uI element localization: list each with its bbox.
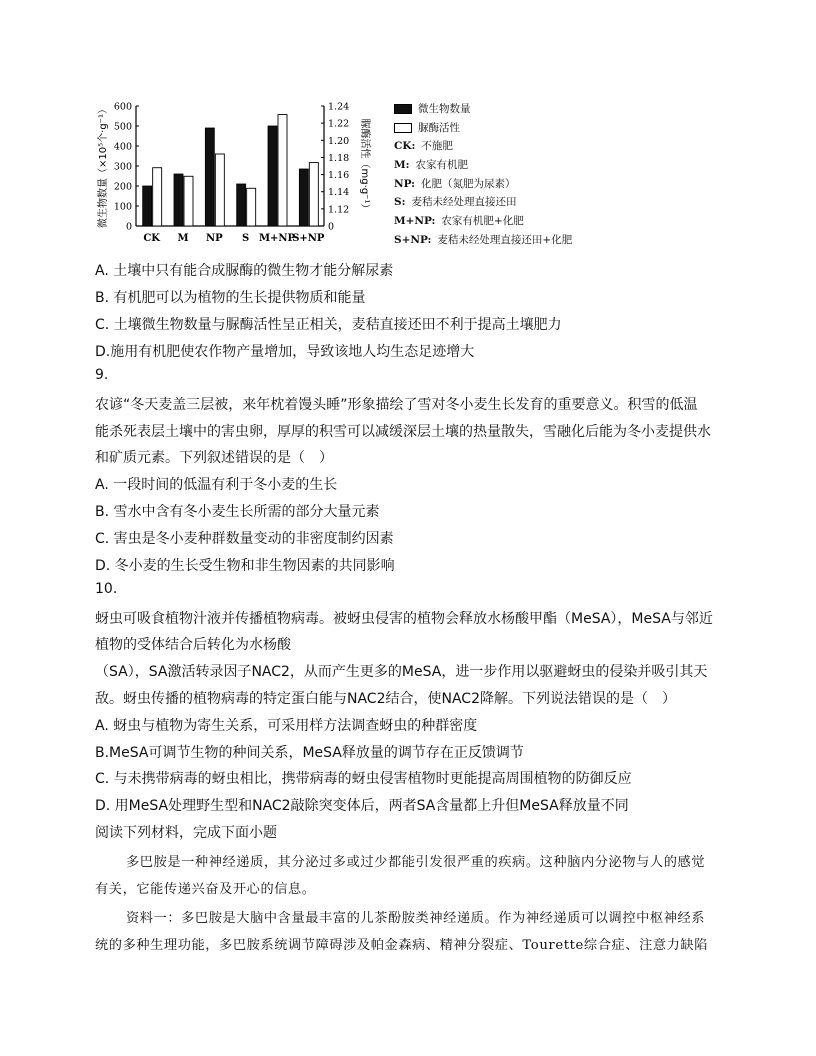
x-tick-label: NP — [205, 233, 223, 244]
y-tick-label-right: 1.12 — [328, 204, 350, 216]
y-tick-label-right: 0 — [328, 221, 335, 233]
y-tick-label-left: 100 — [113, 201, 132, 213]
legend-swatch-dark — [394, 104, 412, 114]
q10-stem-line: （SA），SA激活转录因子NAC2，从而产生更多的MeSA，进一步作用以驱避蚜虫的侵染并吸引其天 — [95, 664, 708, 680]
q8-option-a: A. 土壤中只有能合成脲酶的微生物才能分解尿素 — [95, 263, 394, 279]
y-axis-label-left: 微生物数量（×10⁵个·g⁻¹） — [98, 104, 109, 228]
q10-option-d: D. 用MeSA处理野生型和NAC2敲除突变体后，两者SA含量都上升但MeSA释放量不同 — [95, 798, 629, 814]
q10-number: 10. — [95, 581, 118, 597]
bar-urease-activity — [247, 188, 256, 226]
legend-note — [394, 212, 572, 231]
q9-option-b: B. 雪水中含有冬小麦生长所需的部分大量元素 — [95, 504, 380, 520]
legend-note-key: NP: — [394, 177, 415, 190]
chart-legend — [394, 100, 572, 250]
bar-urease-activity — [278, 115, 287, 226]
legend-note-key: CK: — [394, 140, 416, 153]
y-tick-label-left: 300 — [113, 161, 132, 173]
reading-para1-line: 有关，它能传递兴奋及开心的信息。 — [95, 882, 316, 897]
bar-urease-activity — [184, 176, 193, 226]
q9-option-c: C. 害虫是冬小麦种群数量变动的非密度制约因素 — [95, 531, 394, 547]
q8-option-b: B. 有机肥可以为植物的生长提供物质和能量 — [95, 290, 366, 306]
legend-note-key: M: — [394, 159, 410, 172]
q10-stem-line: 蚜虫可吸食植物汁液并传播植物病毒。被蚜虫侵害的植物会释放水杨酸甲酯（MeSA），MeSA与邻近 — [95, 611, 713, 627]
y-tick-label-right: 1.20 — [328, 135, 350, 147]
legend-note — [394, 156, 572, 175]
q10-stem-line: 植物的受体结合后转化为水杨酸 — [95, 637, 291, 653]
x-tick-label: S+NP — [292, 233, 325, 244]
bar-urease-activity — [153, 168, 162, 226]
legend-note-key: M+NP: — [394, 215, 436, 228]
legend-note-text: 农家有机肥+化肥 — [441, 215, 524, 228]
q10-option-a: A. 蚜虫与植物为寄生关系，可采用样方法调查蚜虫的种群密度 — [95, 718, 478, 734]
y-tick-label-right: 1.22 — [328, 118, 350, 130]
legend-label: 脲酶活性 — [418, 121, 460, 134]
bar-urease-activity — [309, 163, 318, 226]
bar-urease-activity — [215, 154, 224, 226]
q10-option-b: B.MeSA可调节生物的种间关系，MeSA释放量的调节存在正反馈调节 — [95, 745, 524, 761]
legend-note-key: S: — [394, 196, 406, 209]
x-tick-label: M+NP — [258, 233, 296, 244]
x-tick-label: CK — [143, 233, 160, 244]
reading-intro: 阅读下列材料，完成下面小题 — [95, 825, 277, 841]
legend-note — [394, 137, 572, 156]
y-tick-label-left: 400 — [113, 141, 132, 153]
q9-stem-line: 能杀死表层土壤中的害虫卵，厚厚的积雪可以减缓深层土壤的热量散失，雪融化后能为冬小麦提供水 — [95, 424, 711, 440]
y-tick-label-left: 0 — [125, 221, 132, 233]
y-tick-label-right: 1.24 — [328, 101, 350, 113]
bar-microbe-count — [268, 126, 277, 226]
y-axis-label-right: 脲酶活性（mg·g⁻¹） — [359, 118, 370, 214]
q9-number: 9. — [95, 367, 109, 383]
legend-note — [394, 193, 572, 212]
legend-series-0 — [394, 100, 572, 119]
y-tick-label-left: 500 — [113, 121, 132, 133]
bar-microbe-count — [299, 169, 308, 226]
legend-note-text: 不施肥 — [421, 140, 453, 153]
legend-note-text: 农家有机肥 — [415, 159, 468, 172]
q9-option-a: A. 一段时间的低温有利于冬小麦的生长 — [95, 477, 338, 493]
legend-note-text: 化肥（氮肥为尿素） — [421, 177, 516, 190]
legend-swatch-light — [394, 123, 412, 133]
legend-series-1 — [394, 119, 572, 138]
x-tick-label: S — [242, 233, 250, 244]
reading-para2-line: 统的多种生理功能，多巴胺系统调节障碍涉及帕金森病、精神分裂症、Tourette综合症、注意力缺陷 — [95, 938, 709, 953]
legend-note-text: 麦秸未经处理直接还田 — [411, 196, 517, 209]
bar-microbe-count — [237, 184, 246, 226]
q10-stem-line: 敌。蚜虫传播的植物病毒的特定蛋白能与NAC2结合，使NAC2降解。下列说法错误的是（ ） — [95, 691, 676, 707]
bar-microbe-count — [143, 186, 152, 226]
bar-microbe-count — [174, 174, 183, 226]
y-tick-label-left: 200 — [113, 181, 132, 193]
y-tick-label-left: 600 — [113, 101, 132, 113]
q9-stem-line: 和矿质元素。下列叙述错误的是（ ） — [95, 450, 333, 466]
q9-stem-line: 农谚“冬天麦盖三层被，来年枕着馒头睡”形象描绘了雪对冬小麦生长发育的重要意义。积雪的低温 — [95, 397, 698, 413]
q8-option-d: D.施用有机肥使农作物产量增加，导致该地人均生态足迹增大 — [95, 344, 475, 360]
reading-para1-line: 多巴胺是一种神经递质，其分泌过多或过少都能引发很严重的疾病。这种脑内分泌物与人的感觉 — [126, 855, 706, 870]
y-tick-label-right: 1.18 — [328, 152, 350, 164]
legend-note-key: S+NP: — [394, 233, 432, 246]
legend-note — [394, 175, 572, 194]
q10-option-c: C. 与未携带病毒的蚜虫相比，携带病毒的蚜虫侵害植物时更能提高周围植物的防御反应 — [95, 771, 632, 787]
y-tick-label-right: 1.16 — [328, 170, 350, 182]
legend-note — [394, 231, 572, 250]
q8-option-c: C. 土壤微生物数量与脲酶活性呈正相关，麦秸直接还田不利于提高土壤肥力 — [95, 317, 562, 333]
y-tick-label-right: 1.14 — [328, 187, 350, 199]
legend-note-text: 麦秸未经处理直接还田+化肥 — [437, 233, 573, 246]
q9-option-d: D. 冬小麦的生长受生物和非生物因素的共同影响 — [95, 558, 395, 574]
reading-para2-line: 资料一：多巴胺是大脑中含量最丰富的儿茶酚胺类神经递质。作为神经递质可以调控中枢神经系 — [126, 911, 706, 926]
bar-microbe-count — [205, 128, 214, 226]
legend-label: 微生物数量 — [418, 103, 471, 115]
x-tick-label: M — [177, 233, 189, 244]
